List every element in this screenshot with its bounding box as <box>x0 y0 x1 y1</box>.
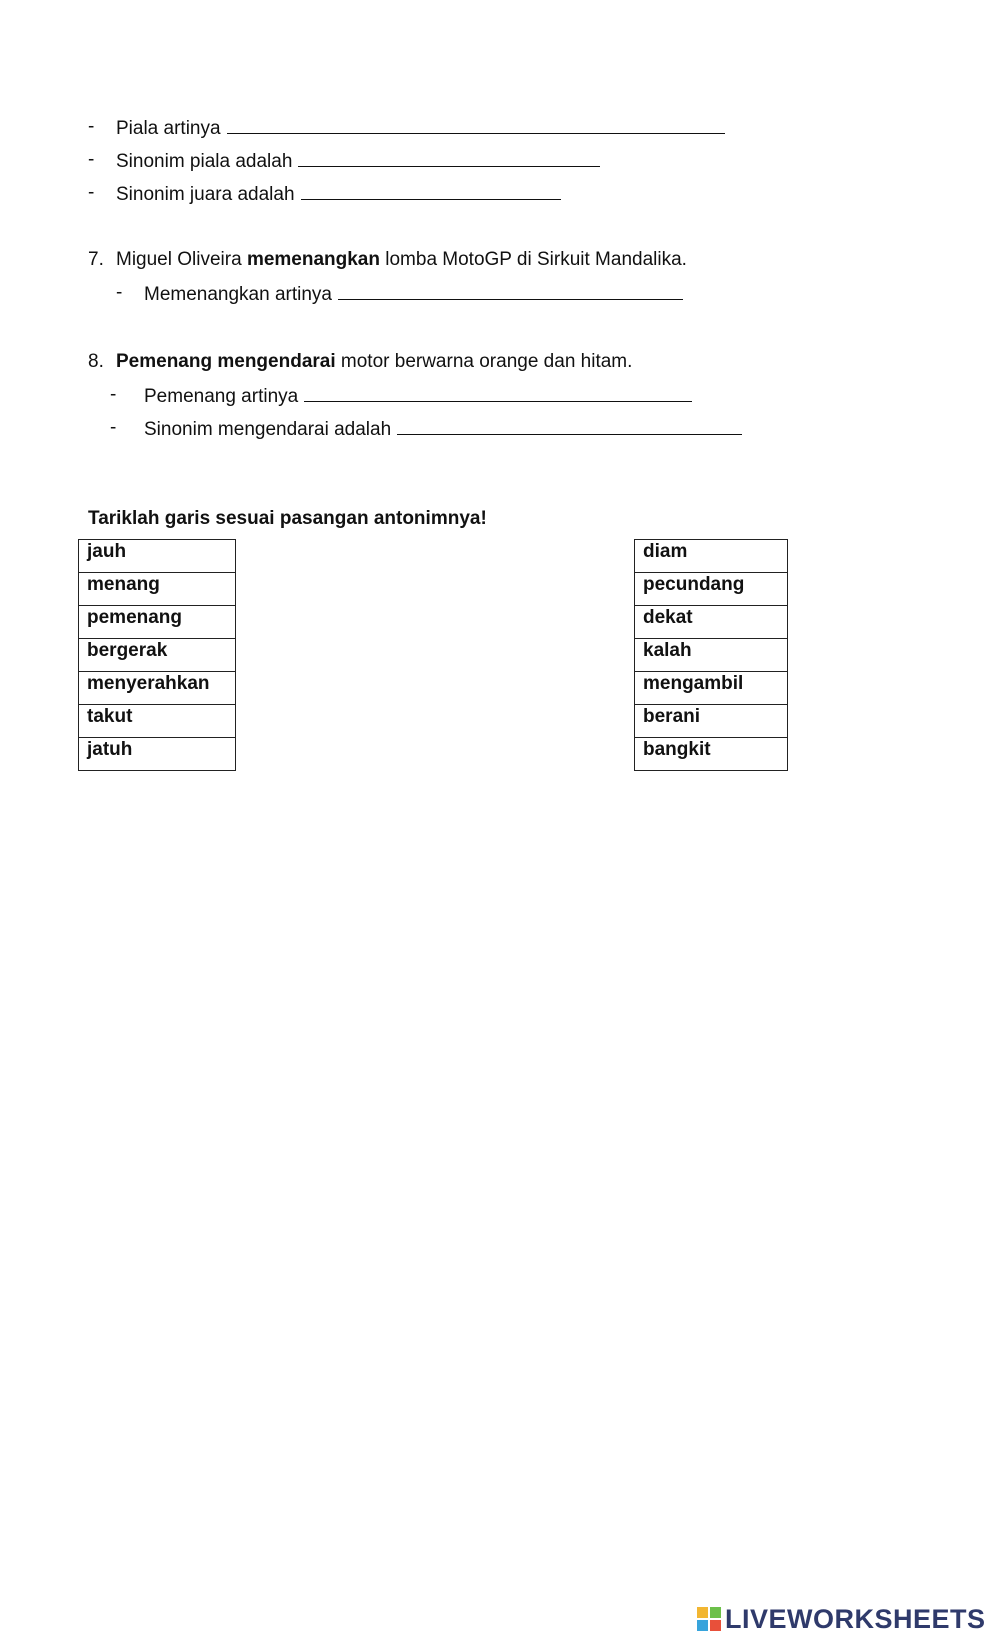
prompt-text: Memenangkan artinya <box>144 284 332 305</box>
left-word[interactable]: takut <box>79 705 236 738</box>
left-word[interactable]: bergerak <box>79 639 236 672</box>
logo-square <box>697 1607 708 1618</box>
right-word[interactable]: diam <box>635 540 788 573</box>
answer-blank-piala[interactable] <box>227 115 725 134</box>
right-word[interactable]: pecundang <box>635 573 788 606</box>
question-number: 8. <box>88 351 104 372</box>
question-bold-word: Pemenang mengendarai <box>116 351 336 372</box>
prompt-text: Piala artinya <box>116 118 221 139</box>
right-word[interactable]: bangkit <box>635 738 788 771</box>
left-word[interactable]: menyerahkan <box>79 672 236 705</box>
right-word-table <box>634 539 788 771</box>
logo-square <box>697 1620 708 1631</box>
left-word[interactable]: jauh <box>79 540 236 573</box>
answer-blank-pemenang[interactable] <box>304 383 692 402</box>
bullet-dash: - <box>88 182 95 203</box>
left-word[interactable]: jatuh <box>79 738 236 771</box>
question-text: Miguel Oliveira <box>116 249 247 270</box>
right-word[interactable]: berani <box>635 705 788 738</box>
answer-blank-sinonim-piala[interactable] <box>298 148 600 167</box>
left-word[interactable]: pemenang <box>79 606 236 639</box>
bullet-dash: - <box>110 417 117 438</box>
bullet-dash: - <box>88 149 95 170</box>
answer-blank-sinonim-mengendarai[interactable] <box>397 416 742 435</box>
bullet-dash: - <box>110 384 117 405</box>
bullet-dash: - <box>88 116 95 137</box>
right-word[interactable]: dekat <box>635 606 788 639</box>
bullet-dash: - <box>116 282 123 303</box>
prompt-text: Pemenang artinya <box>144 386 299 407</box>
prompt-text: Sinonim piala adalah <box>116 151 293 172</box>
answer-blank-sinonim-juara[interactable] <box>301 181 561 200</box>
left-word[interactable]: menang <box>79 573 236 606</box>
question-text-end: lomba MotoGP di Sirkuit Mandalika. <box>379 249 687 270</box>
logo-square <box>710 1620 721 1631</box>
logo-text: LIVEWORKSHEETS <box>725 1603 986 1634</box>
right-word[interactable]: mengambil <box>635 672 788 705</box>
answer-blank-memenangkan[interactable] <box>338 281 683 300</box>
matching-heading: Tariklah garis sesuai pasangan antonimnya! <box>88 508 487 529</box>
right-word[interactable]: kalah <box>635 639 788 672</box>
liveworksheets-logo <box>697 1603 986 1635</box>
logo-square <box>710 1607 721 1618</box>
prompt-text: Sinonim mengendarai adalah <box>144 419 392 440</box>
prompt-text: Sinonim juara adalah <box>116 184 295 205</box>
question-text-end: motor berwarna orange dan hitam. <box>335 351 633 372</box>
question-number: 7. <box>88 249 104 270</box>
logo-grid-icon <box>697 1607 721 1631</box>
question-bold-word: memenangkan <box>246 249 380 270</box>
left-word-table <box>78 539 236 771</box>
